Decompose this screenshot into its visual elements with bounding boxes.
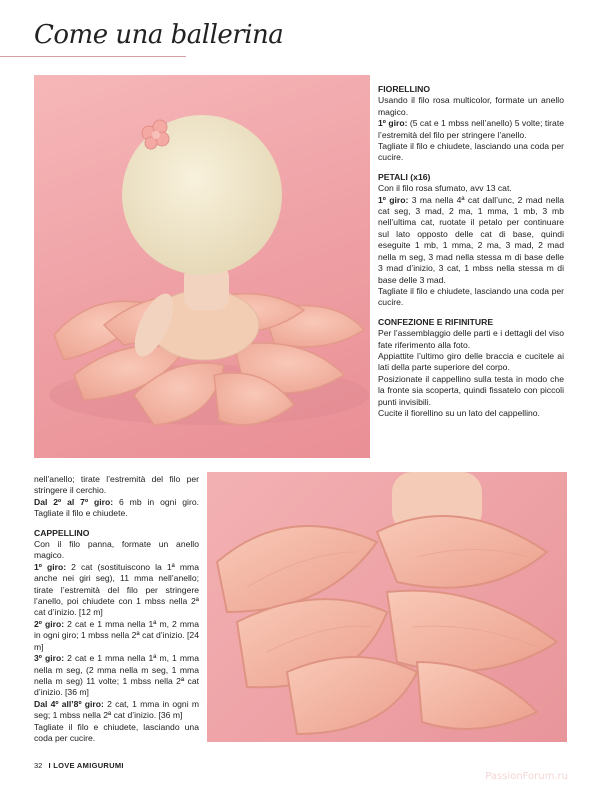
cappellino-round4 bbox=[34, 699, 199, 722]
round-label: 3º giro: bbox=[34, 653, 65, 664]
site-watermark: PassionForum.ru bbox=[485, 771, 568, 782]
fiorellino-round1 bbox=[378, 118, 564, 141]
left-text-column bbox=[34, 474, 199, 744]
confezione-p4: Cucite il fiorellino su un lato del cappellino. bbox=[378, 407, 540, 418]
section-heading-confezione: CONFEZIONE E RIFINITURE bbox=[378, 316, 494, 327]
page-number: 32 bbox=[34, 761, 43, 770]
petals-illustration bbox=[207, 472, 567, 742]
page-title: Come una ballerina bbox=[34, 20, 284, 50]
right-text-column bbox=[378, 84, 564, 419]
continued-text: nell’anello; tirate l’estremità del filo per stringere il cerchio. bbox=[34, 474, 199, 496]
round-label: 1º giro: bbox=[378, 194, 409, 205]
petali-intro: Con il filo rosa sfumato, avv 13 cat. bbox=[378, 183, 512, 194]
petals-closeup-photo bbox=[207, 472, 567, 742]
rounds-2-7 bbox=[34, 497, 199, 520]
cappellino-round2 bbox=[34, 619, 199, 653]
ballerina-back-photo bbox=[34, 75, 370, 458]
section-heading-cappellino: CAPPELLINO bbox=[34, 527, 90, 538]
round-label: 2º giro: bbox=[34, 618, 65, 629]
magazine-name: I LOVE AMIGURUMI bbox=[48, 761, 124, 770]
round-text: 2 cat (sostituiscono la 1ª mma anche nei giri seg), 11 mma nell’anello; tirate l’estremità del filo per stringere l’anello, poi chiudete con 1 mbss nella 2ª cat d’inizio. [12 m] bbox=[34, 561, 199, 618]
cappellino-intro: Con il filo panna, formate un anello magico. bbox=[34, 539, 199, 561]
petali-round1 bbox=[378, 195, 564, 286]
confezione-p2: Appiattite l’ultimo giro delle braccia e cucitele ai lati della parte superiore del corpo. bbox=[378, 350, 564, 373]
round-label: Dal 4º all’8º giro: bbox=[34, 698, 104, 709]
confezione-p1: Per l’assemblaggio delle parti e i dettagli del viso fate riferimento alla foto. bbox=[378, 328, 564, 350]
section-heading-petali: PETALI (x16) bbox=[378, 171, 431, 182]
petali-finish: Tagliate il filo e chiudete, lasciando una coda per cucire. bbox=[378, 285, 564, 308]
fiorellino-intro: Usando il filo rosa multicolor, formate un anello magico. bbox=[378, 95, 564, 117]
round-text: 3 ma nella 4ª cat dall’unc, 2 mad nella cat seg, 3 mad, 2 ma, 1 mma, 1 mb, 3 mb nell’ultima cat, ruotate il petalo per continuare sul lato opposto delle cat di base, quindi eseguite 1 mb, 1 mma, 2 ma, 3 mad, 2 mad nella m seg, 3 mad nella stessa m di base delle 3 mad d’inizio, 3 cat, 1 mbss nella stessa m di base delle 3 mad. bbox=[378, 194, 564, 285]
title-rule bbox=[0, 56, 186, 57]
confezione-p3: Posizionate il cappellino sulla testa in modo che la fronte sia scoperta, quindi fissatelo con piccoli punti invisibili. bbox=[378, 373, 564, 407]
round-text: 2 cat e 1 mma nella 1ª m, 1 mma nella m seg, (2 mma nella m seg, 1 mma nella m seg) 11 volte; 1 mbss nella 2ª cat d’inizio. [36 m] bbox=[34, 653, 199, 698]
page-footer bbox=[34, 761, 124, 770]
round-text: 2 cat, 1 mma in ogni m seg; 1 mbss nella 2ª cat d’inizio. [36 m] bbox=[34, 698, 199, 721]
round-label: 1º giro: bbox=[34, 561, 67, 572]
round-text: (5 cat e 1 mbss nell’anello) 5 volte; tirate l’estremità del filo per stringere l’anello. bbox=[378, 118, 564, 140]
cappellino-round1 bbox=[34, 562, 199, 619]
cappellino-finish: Tagliate il filo e chiudete, lasciando una coda per cucire. bbox=[34, 721, 199, 743]
fiorellino-finish: Tagliate il filo e chiudete, lasciando una coda per cucire. bbox=[378, 141, 564, 163]
cappellino-round3 bbox=[34, 653, 199, 699]
round-text: 6 mb in ogni giro. Tagliate il filo e chiudete. bbox=[34, 496, 199, 519]
ballerina-illustration bbox=[34, 75, 370, 458]
round-label: Dal 2º al 7º giro: bbox=[34, 496, 114, 507]
round-text: 2 cat e 1 mma nella 1ª m, 2 mma in ogni giro; 1 mbss nella 2ª cat d’inizio. [24 m] bbox=[34, 618, 199, 652]
round-label: 1º giro: bbox=[378, 118, 408, 129]
section-heading-fiorellino: FIORELLINO bbox=[378, 84, 431, 94]
